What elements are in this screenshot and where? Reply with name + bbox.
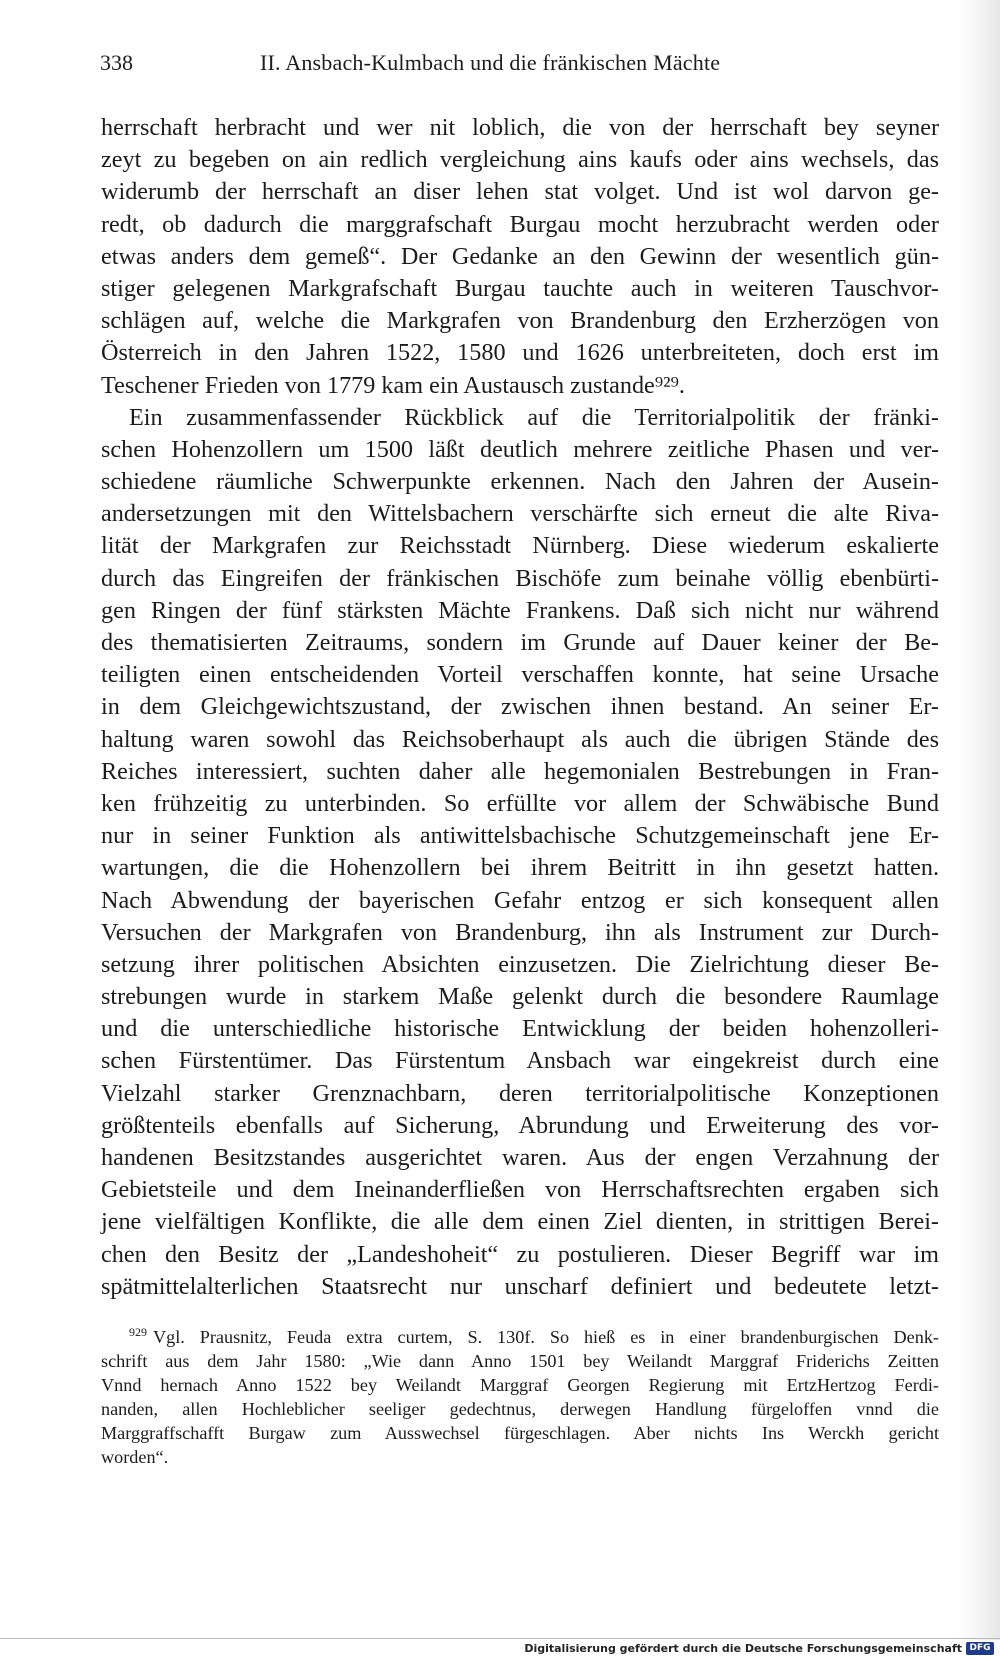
footnote-line: Marggraffschafft Burgaw zum Ausswechsel fürgeschlagen. Aber nichts Ins Werckh gericht (101, 1423, 939, 1444)
digitization-footer (0, 1638, 1000, 1660)
text-line: schlägen auf, welche die Markgrafen von Brandenburg den Erzherzögen von (101, 307, 939, 335)
page-number: 338 (100, 50, 133, 75)
text-line: handenen Besitzstandes ausgerichtet waren. Aus der engen Verzahnung der (101, 1144, 939, 1171)
text-line: gen Ringen der fünf stärksten Mächte Frankens. Daß sich nicht nur während (101, 596, 939, 624)
text-line: andersetzungen mit den Wittelsbachern verschärfte sich erneut die alte Riva- (101, 500, 939, 528)
text-line: stiger gelegenen Markgrafschaft Burgau tauchte auch in weiteren Tauschvor- (101, 274, 939, 302)
text-line: Versuchen der Markgrafen von Brandenburg, ihn als Instrument zur Durch- (101, 918, 939, 946)
page-edge-shadow (956, 0, 1000, 1640)
footnote-number: 929 (129, 1324, 147, 1339)
dfg-logo: DFG (966, 1642, 994, 1655)
text-line: und die unterschiedliche historische Entwicklung der beiden hohenzolleri- (101, 1015, 939, 1043)
footnote-block (101, 1325, 939, 1470)
text-line: schiedene räumliche Schwerpunkte erkennen. Nach den Jahren der Ausein- (101, 468, 939, 496)
footnote-text: Vgl. Prausnitz, Feuda extra curtem, S. 130f. So hieß es in einer brandenburgischen Denk- (153, 1327, 939, 1347)
text-line: Teschener Frieden von 1779 kam ein Austausch zustande⁹²⁹. (101, 371, 685, 399)
text-line: jene vielfältigen Konflikte, die alle dem einen Ziel dienten, in strittigen Berei- (101, 1208, 939, 1236)
footnote-line (101, 1325, 939, 1349)
text-line: Reiches interessiert, suchten daher alle hegemonialen Bestrebungen in Fran- (101, 757, 939, 785)
footnote-line: worden“. (101, 1447, 169, 1468)
text-line: etwas anders dem gemeß“. Der Gedanke an den Gewinn der wesentlich gün- (101, 242, 939, 270)
text-line: lität der Markgrafen zur Reichsstadt Nürnberg. Diese wiederum eskalierte (101, 532, 939, 560)
text-line: herrschaft herbracht und wer nit loblich, die von der herrschaft bey seyner (101, 114, 939, 141)
text-line: widerumb der herrschaft an diser lehen stat volget. Und ist wol darvon ge- (101, 178, 939, 206)
text-line: chen den Besitz der „Landeshoheit“ zu postulieren. Dieser Begriff war im (101, 1240, 939, 1268)
text-line: setzung ihrer politischen Absichten einzusetzen. Die Zielrichtung dieser Be- (101, 950, 939, 978)
text-line: haltung waren sowohl das Reichsoberhaupt als auch die übrigen Stände des (101, 725, 939, 753)
page-header (100, 50, 940, 86)
text-line: redt, ob dadurch die marggrafschaft Burgau mocht herzubracht werden oder (101, 210, 939, 238)
text-line: in dem Gleichgewichtszustand, der zwischen ihnen bestand. An seiner Er- (101, 693, 939, 721)
main-text (101, 112, 939, 1303)
text-line: spätmittelalterlichen Staatsrecht nur unscharf definiert und bedeutete letzt- (101, 1272, 939, 1300)
text-line: schen Fürstentümer. Das Fürstentum Ansbach war eingekreist durch eine (101, 1047, 939, 1075)
text-line: schen Hohenzollern um 1500 läßt deutlich mehrere zeitliche Phasen und ver- (101, 435, 939, 463)
footnote-line: schrift aus dem Jahr 1580: „Wie dann Anno 1501 bey Weilandt Marggraf Friderichs Zeitten (101, 1351, 939, 1372)
text-line: Ein zusammenfassender Rückblick auf die Territorialpolitik der fränki- (129, 403, 939, 431)
footnote-line: Vnnd hernach Anno 1522 bey Weilandt Marggraf Georgen Regierung mit ErtzHertzog Ferdi- (101, 1375, 939, 1396)
text-line: nur in seiner Funktion als antiwittelsbachische Schutzgemeinschaft jene Er- (101, 822, 939, 850)
text-line: ken frühzeitig zu unterbinden. So erfüllte vor allem der Schwäbische Bund (101, 789, 939, 817)
footer-credit: Digitalisierung gefördert durch die Deutsche Forschungsgemeinschaft (524, 1642, 962, 1655)
text-line: durch das Eingreifen der fränkischen Bischöfe zum beinahe völlig ebenbürti- (101, 564, 939, 592)
text-line: Gebietsteile und dem Ineinanderfließen von Herrschaftsrechten ergaben sich (101, 1176, 939, 1204)
text-line: wartungen, die die Hohenzollern bei ihrem Beitritt in ihn gesetzt hatten. (101, 854, 939, 882)
text-line: Österreich in den Jahren 1522, 1580 und 1626 unterbreiteten, doch erst im (101, 339, 939, 367)
text-line: größtenteils ebenfalls auf Sicherung, Abrundung und Erweiterung des vor- (101, 1111, 939, 1139)
footnote-line: nanden, allen Hochleblicher seeliger gedechtnus, derwegen Handlung fürgeloffen vnnd die (101, 1399, 939, 1420)
text-line: Vielzahl starker Grenznachbarn, deren territorialpolitische Konzeptionen (101, 1079, 939, 1107)
text-line: teiligten einen entscheidenden Vorteil verschaffen konnte, hat seine Ursache (101, 661, 939, 689)
text-line: Nach Abwendung der bayerischen Gefahr entzog er sich konsequent allen (101, 886, 939, 914)
running-title: II. Ansbach-Kulmbach und die fränkischen Mächte (260, 50, 721, 75)
text-line: zeyt zu begeben on ain redlich vergleichung ains kaufs oder ains wechsels, das (101, 146, 939, 174)
text-line: strebungen wurde in starkem Maße gelenkt durch die besondere Raumlage (101, 983, 939, 1011)
text-line: des thematisierten Zeitraums, sondern im Grunde auf Dauer keiner der Be- (101, 629, 939, 656)
